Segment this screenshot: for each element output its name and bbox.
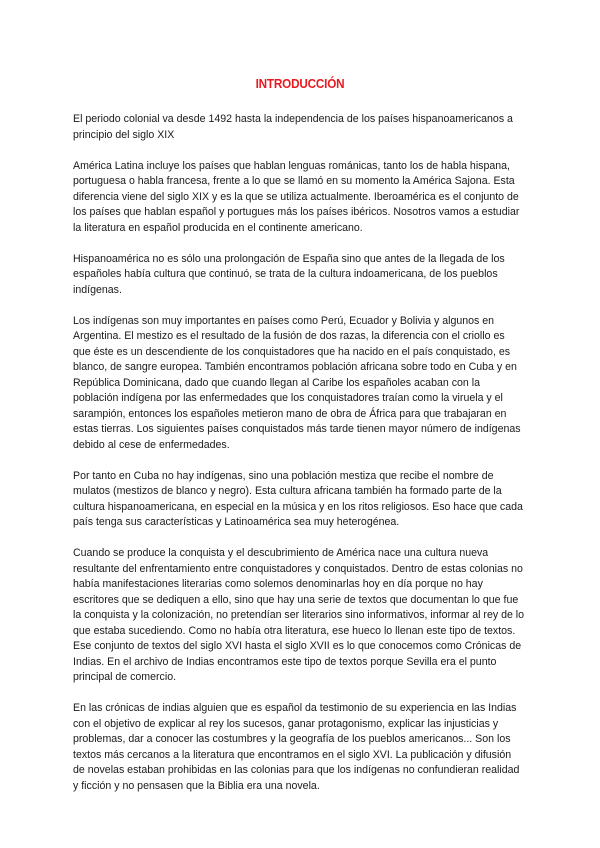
- paragraph: Hispanoamérica no es sólo una prolongación de España sino que antes de la llegada de los españoles había cultura que continuó, se trata de la cultura indoamericana, de los pueblos indígenas.: [73, 252, 505, 296]
- paragraph: Cuando se produce la conquista y el descubrimiento de América nace una cultura nueva resultante del enfrentamiento entre conquistadores y conquistados. Dentro de estas colonias no había manifestaciones literarias como solemos denominarlas hoy en día porque no hay escritores que se dediquen a ello, sino que hay una serie de textos que documentan lo que fue la conquista y la colonización, no pretendían ser literarios sino informativos, informar al rey de lo que estaba sucediendo. Como no había otra literatura, ese hueco lo llenan este tipo de textos. Ese conjunto de textos del siglo XVI hasta el siglo XVII es lo que conocemos como Crónicas de Indias. En el archivo de Indias encontramos este tipo de textos porque Sevilla era el punto principal de comercio.: [73, 547, 525, 683]
- paragraph: Por tanto en Cuba no hay indígenas, sino una población mestiza que recibe el nombre de mulatos (mestizos de blanco y negro). Esta cultura africana también ha formado parte de la cultura hispanoamericana, en especial en la música y en los ritos religiosos. Eso hace que cada país tenga sus características y Latinoamérica sea muy heterogénea.: [73, 469, 523, 528]
- paragraph: Los indígenas son muy importantes en países como Perú, Ecuador y Bolivia y algunos en Argentina. El mestizo es el resultado de la fusión de dos razas, la diferencia con el criollo es que éste es un descendiente de los conquistadores que ha nacido en el país conquistado, es blanco, de sangre europea. También encontramos población africana sobre todo en Cuba y en República Dominicana, dado que cuando llegan al Caribe los españoles acaban con la población indígena por las enfermedades que los conquistadores traían como la viruela y el sarampión, entonces los españoles metieron mano de obra de África para que trabajaran en estas tierras. Los siguientes países conquistados más tarde tienen mayor número de indígenas debido al cese de enfermedades.: [73, 314, 521, 451]
- document-body: [73, 112, 525, 810]
- paragraph: América Latina incluye los países que hablan lenguas románicas, tanto los de habla hispana, portuguesa o habla francesa, frente a lo que se llamó en su momento la América Sajona. Esta diferencia viene del siglo XIX y es la que se utiliza actualmente. Iberoamérica es el conjunto de los países que hablan español y portugues más los países ibéricos. Nosotros vamos a estudiar la literatura en español producida en el continente americano.: [73, 159, 520, 234]
- paragraph: El periodo colonial va desde 1492 hasta la independencia de los países hispanoamericanos a principio del siglo XIX: [73, 113, 513, 141]
- document-title: INTRODUCCIÓN: [255, 76, 345, 91]
- paragraph: En las crónicas de indias alguien que es español da testimonio de su experiencia en las Indias con el objetivo de explicar al rey los sucesos, ganar protagonismo, explicar las injusticias y problemas, dar a conocer las costumbres y la geografía de los pueblos americanos... Son los textos más cercanos a la literatura que encontramos en el siglo XVI. La publicación y difusión de novelas estaban prohibidas en las colonias para que los indígenas no confundieran realidad y ficción y no pensasen que la Biblia era una novela.: [73, 702, 520, 792]
